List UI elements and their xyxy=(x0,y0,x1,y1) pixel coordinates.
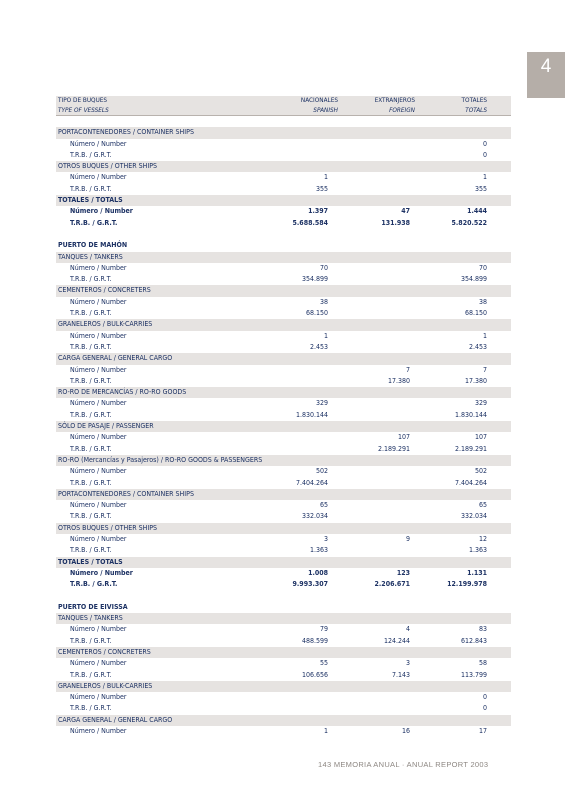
total-value: 68.150 xyxy=(464,309,487,318)
row-label: PORTACONTENEDORES / CONTAINER SHIPS xyxy=(58,489,194,498)
number-row xyxy=(56,534,511,545)
row-label: Número / Number xyxy=(70,534,127,543)
foreign-value: 2.206.671 xyxy=(374,580,410,589)
row-label: Número / Number xyxy=(70,693,127,702)
spanish-value: 1.008 xyxy=(308,568,328,577)
row-label: T.R.B. / G.R.T. xyxy=(70,546,112,555)
total-value: 83 xyxy=(478,625,487,634)
foreign-value: 124.244 xyxy=(383,636,410,645)
foreign-value: 3 xyxy=(405,659,410,668)
number-row xyxy=(56,432,511,443)
category-row xyxy=(56,195,511,206)
row-label: T.R.B. / G.R.T. xyxy=(70,218,118,227)
spanish-value: 68.150 xyxy=(305,309,328,318)
total-value: 113.799 xyxy=(460,670,487,679)
total-value: 70 xyxy=(478,263,487,272)
tonnage-row xyxy=(56,308,511,319)
foreign-value: 7 xyxy=(405,365,410,374)
total-value: 1 xyxy=(482,173,487,182)
row-label: Número / Number xyxy=(70,399,127,408)
spanish-value: 1.363 xyxy=(309,546,328,555)
row-label: Número / Number xyxy=(70,139,127,148)
number-row xyxy=(56,692,511,703)
category-row xyxy=(56,681,511,692)
number-row xyxy=(56,658,511,669)
tonnage-row xyxy=(56,703,511,714)
number-row xyxy=(56,398,511,409)
category-row xyxy=(56,523,511,534)
vessel-statistics-table xyxy=(56,96,511,737)
total-value: 7.404.264 xyxy=(454,478,487,487)
table-header-row-es xyxy=(56,96,511,106)
total-value: 612.843 xyxy=(460,636,487,645)
category-row xyxy=(56,252,511,263)
spanish-value: 65 xyxy=(319,501,328,510)
category-row xyxy=(56,613,511,624)
category-row xyxy=(56,353,511,364)
header-totals-es: TOTALES xyxy=(461,96,487,104)
spanish-value: 7.404.264 xyxy=(295,478,328,487)
total-value: 1.363 xyxy=(468,546,487,555)
total-value: 0 xyxy=(482,150,487,159)
header-type-en: TYPE OF VESSELS xyxy=(58,105,109,114)
row-label: T.R.B. / G.R.T. xyxy=(70,580,118,589)
row-label: T.R.B. / G.R.T. xyxy=(70,342,112,351)
row-label: Número / Number xyxy=(70,568,133,577)
tonnage-row xyxy=(56,376,511,387)
row-label: RO-RO (Mercancías y Pasajeros) / RO-RO GOODS & PASSENGERS xyxy=(58,455,263,464)
total-value: 38 xyxy=(478,297,487,306)
number-row xyxy=(56,172,511,183)
spanish-value: 38 xyxy=(319,297,328,306)
total-value: 2.453 xyxy=(468,342,487,351)
header-type-es: TIPO DE BUQUES xyxy=(58,96,108,104)
row-label: Número / Number xyxy=(70,173,127,182)
row-label: Número / Number xyxy=(70,727,127,736)
tonnage-row xyxy=(56,579,511,590)
total-value: 332.034 xyxy=(460,512,487,521)
row-label: T.R.B. / G.R.T. xyxy=(70,512,112,521)
chapter-tab xyxy=(527,52,565,98)
category-row xyxy=(56,387,511,398)
foreign-value: 107 xyxy=(397,433,410,442)
row-label: Número / Number xyxy=(70,659,127,668)
header-spanish-es: NACIONALES xyxy=(300,96,338,104)
row-label: GRANELEROS / BULK-CARRIES xyxy=(58,681,153,690)
row-label: T.R.B. / G.R.T. xyxy=(70,704,112,713)
tonnage-row xyxy=(56,218,511,229)
spanish-value: 70 xyxy=(319,263,328,272)
category-row xyxy=(56,647,511,658)
number-row xyxy=(56,139,511,150)
number-row xyxy=(56,726,511,737)
row-label: PUERTO DE EIVISSA xyxy=(58,602,128,611)
total-value: 17 xyxy=(478,727,487,736)
row-label: Número / Number xyxy=(70,467,127,476)
row-label: Número / Number xyxy=(70,263,127,272)
row-label: PORTACONTENEDORES / CONTAINER SHIPS xyxy=(58,128,194,137)
row-label: T.R.B. / G.R.T. xyxy=(70,376,112,385)
row-label: Número / Number xyxy=(70,625,127,634)
row-label: T.R.B. / G.R.T. xyxy=(70,150,112,159)
header-spanish-en: SPANISH xyxy=(313,105,338,114)
number-row xyxy=(56,466,511,477)
row-label: SÓLO DE PASAJE / PASSENGER xyxy=(58,422,154,431)
row-label: TANQUES / TANKERS xyxy=(58,252,123,261)
row-label: T.R.B. / G.R.T. xyxy=(70,670,112,679)
tonnage-row xyxy=(56,478,511,489)
number-row xyxy=(56,365,511,376)
spanish-value: 1 xyxy=(323,727,328,736)
foreign-value: 123 xyxy=(396,568,410,577)
spanish-value: 2.453 xyxy=(309,342,328,351)
spanish-value: 332.034 xyxy=(301,512,328,521)
foreign-value: 2.189.291 xyxy=(377,444,410,453)
row-label: TANQUES / TANKERS xyxy=(58,614,123,623)
tonnage-row xyxy=(56,184,511,195)
port-heading xyxy=(56,602,511,613)
spanish-value: 9.993.307 xyxy=(292,580,328,589)
port-heading xyxy=(56,240,511,251)
number-row xyxy=(56,624,511,635)
row-label: OTROS BUQUES / OTHER SHIPS xyxy=(58,162,158,171)
category-row xyxy=(56,421,511,432)
tonnage-row xyxy=(56,274,511,285)
row-label: CARGA GENERAL / GENERAL CARGO xyxy=(58,715,173,724)
category-row xyxy=(56,319,511,330)
tonnage-row xyxy=(56,636,511,647)
total-value: 58 xyxy=(478,659,487,668)
chapter-number: 4 xyxy=(540,56,552,77)
page-number: 143 xyxy=(318,760,332,769)
table-header-row-en xyxy=(56,106,511,116)
spanish-value: 355 xyxy=(315,184,328,193)
number-row xyxy=(56,500,511,511)
row-label: OTROS BUQUES / OTHER SHIPS xyxy=(58,523,158,532)
row-label: GRANELEROS / BULK-CARRIES xyxy=(58,320,153,329)
total-value: 354.899 xyxy=(460,275,487,284)
total-value: 107 xyxy=(474,433,487,442)
table-body xyxy=(56,116,511,737)
spanish-value: 106.656 xyxy=(301,670,328,679)
spacer-row xyxy=(56,116,511,127)
row-label: CEMENTEROS / CONCRETERS xyxy=(58,647,151,656)
tonnage-row xyxy=(56,410,511,421)
total-value: 1.444 xyxy=(467,207,487,216)
total-value: 7 xyxy=(482,365,487,374)
spanish-value: 329 xyxy=(315,399,328,408)
spanish-value: 55 xyxy=(319,659,328,668)
tonnage-row xyxy=(56,150,511,161)
header-foreign-es: EXTRANJEROS xyxy=(374,96,415,104)
row-label: Número / Number xyxy=(70,331,127,340)
total-value: 0 xyxy=(482,693,487,702)
category-row xyxy=(56,161,511,172)
tonnage-row xyxy=(56,511,511,522)
number-row xyxy=(56,568,511,579)
row-label: Número / Number xyxy=(70,365,127,374)
spanish-value: 79 xyxy=(319,625,328,634)
row-label: T.R.B. / G.R.T. xyxy=(70,636,112,645)
header-foreign-en: FOREIGN xyxy=(389,105,415,114)
category-row xyxy=(56,489,511,500)
foreign-value: 47 xyxy=(401,207,410,216)
spanish-value: 488.599 xyxy=(301,636,328,645)
foreign-value: 4 xyxy=(405,625,410,634)
total-value: 355 xyxy=(474,184,487,193)
row-label: T.R.B. / G.R.T. xyxy=(70,478,112,487)
category-row xyxy=(56,557,511,568)
tonnage-row xyxy=(56,444,511,455)
total-value: 0 xyxy=(482,704,487,713)
number-row xyxy=(56,206,511,217)
category-row xyxy=(56,455,511,466)
row-label: Número / Number xyxy=(70,207,133,216)
row-label: TOTALES / TOTALS xyxy=(58,557,123,566)
spanish-value: 1.830.144 xyxy=(295,410,328,419)
spanish-value: 1.397 xyxy=(308,207,328,216)
total-value: 5.820.522 xyxy=(451,218,487,227)
report-title: MEMORIA ANUAL · ANUAL REPORT 2003 xyxy=(333,760,489,769)
total-value: 502 xyxy=(474,467,487,476)
category-row xyxy=(56,285,511,296)
number-row xyxy=(56,331,511,342)
total-value: 17.380 xyxy=(464,376,487,385)
total-value: 1.830.144 xyxy=(454,410,487,419)
header-totals-en: TOTALS xyxy=(465,105,487,114)
row-label: RO-RO DE MERCANCÍAS / RO-RO GOODS xyxy=(58,388,187,397)
row-label: CARGA GENERAL / GENERAL CARGO xyxy=(58,354,173,363)
row-label: Número / Number xyxy=(70,501,127,510)
tonnage-row xyxy=(56,545,511,556)
spanish-value: 354.899 xyxy=(301,275,328,284)
spanish-value: 502 xyxy=(315,467,328,476)
row-label: T.R.B. / G.R.T. xyxy=(70,309,112,318)
row-label: T.R.B. / G.R.T. xyxy=(70,410,112,419)
foreign-value: 7.143 xyxy=(391,670,410,679)
foreign-value: 17.380 xyxy=(387,376,410,385)
spanish-value: 1 xyxy=(323,331,328,340)
spanish-value: 5.688.584 xyxy=(292,218,328,227)
foreign-value: 16 xyxy=(401,727,410,736)
row-label: CEMENTEROS / CONCRETERS xyxy=(58,286,151,295)
tonnage-row xyxy=(56,670,511,681)
spacer-row xyxy=(56,229,511,240)
row-label: T.R.B. / G.R.T. xyxy=(70,275,112,284)
total-value: 12.199.978 xyxy=(447,580,487,589)
row-label: T.R.B. / G.R.T. xyxy=(70,184,112,193)
tonnage-row xyxy=(56,342,511,353)
total-value: 1 xyxy=(482,331,487,340)
foreign-value: 9 xyxy=(405,534,410,543)
total-value: 0 xyxy=(482,139,487,148)
row-label: Número / Number xyxy=(70,297,127,306)
number-row xyxy=(56,297,511,308)
row-label: Número / Number xyxy=(70,433,127,442)
total-value: 329 xyxy=(474,399,487,408)
row-label: TOTALES / TOTALS xyxy=(58,196,123,205)
total-value: 1.131 xyxy=(467,568,487,577)
row-label: PUERTO DE MAHÓN xyxy=(58,241,128,250)
total-value: 12 xyxy=(478,534,487,543)
spanish-value: 3 xyxy=(323,534,328,543)
total-value: 2.189.291 xyxy=(454,444,487,453)
spanish-value: 1 xyxy=(323,173,328,182)
page-footer xyxy=(318,760,488,769)
total-value: 65 xyxy=(478,501,487,510)
number-row xyxy=(56,263,511,274)
foreign-value: 131.938 xyxy=(381,218,410,227)
category-row xyxy=(56,715,511,726)
category-row xyxy=(56,127,511,138)
spacer-row xyxy=(56,590,511,601)
row-label: T.R.B. / G.R.T. xyxy=(70,444,112,453)
